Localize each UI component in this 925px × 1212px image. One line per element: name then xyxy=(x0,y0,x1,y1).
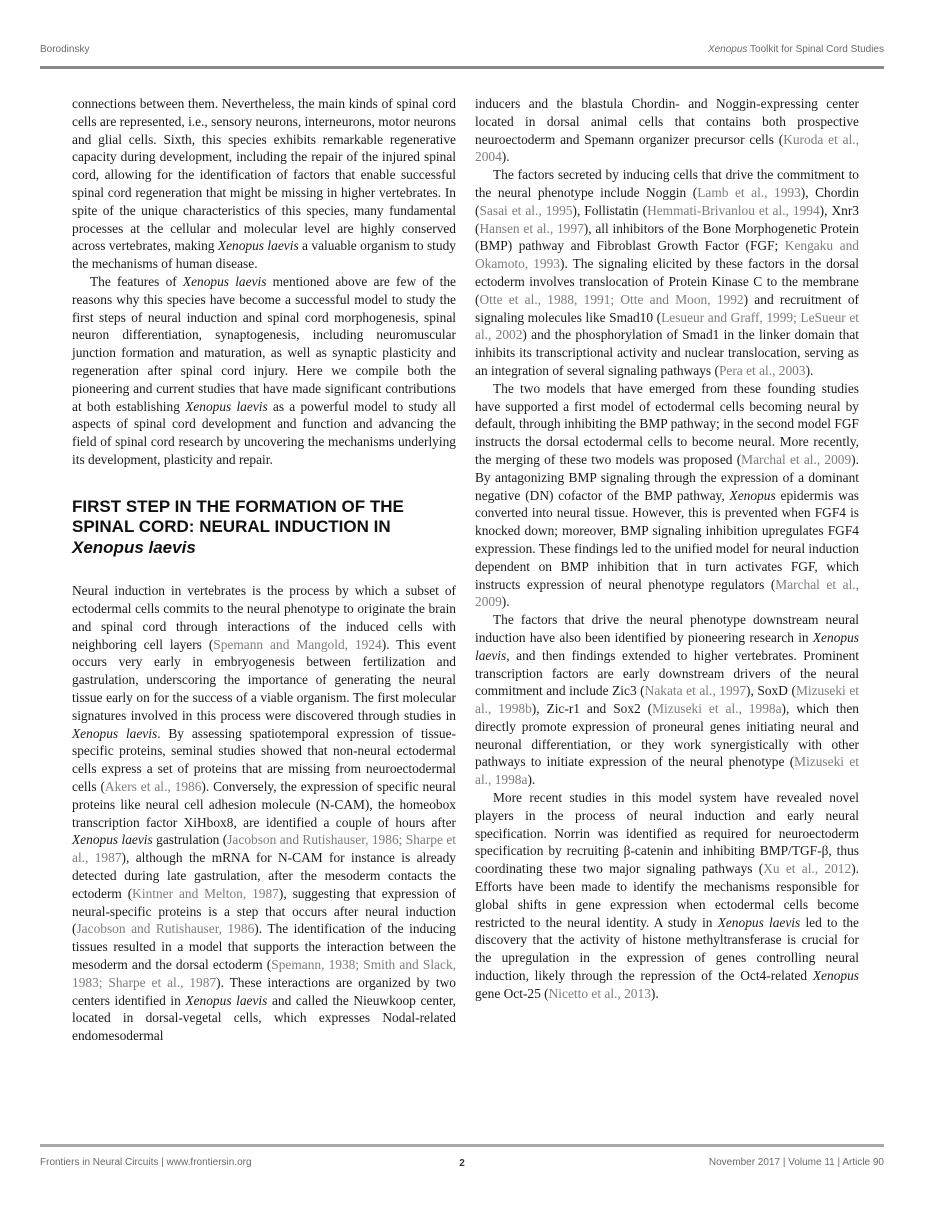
body-text: ). The identification of the inducing tissues resulted in a model that supports the interaction between the mesoderm and the dorsal ectoderm ( xyxy=(72,921,456,972)
body-text: connections between them. Nevertheless, the main kinds of spinal cord cells are represented, i.e., sensory neurons, interneurons, motor neurons and glial cells. Sixth, this species exhibits remarkable regenerative capacity during development, including the repair of the injured spinal cord, allowing for the identification of factors that enable successful spinal cord regeneration that might be missing in higher vertebrates. In spite of the unique characteristics of this species, many fundamental processes at the cellular and molecular level are highly conserved across vertebrates, making xyxy=(72,96,456,254)
paragraph xyxy=(72,95,456,273)
body-text: ). xyxy=(501,149,510,165)
body-text: ). This event occurs very early in embryogenesis between fertilization and gastrulation, underscoring the importance of generating the neural tissue early on for the success of a viable organism. The first molecular signatures involved in this process were discovered through studies in xyxy=(72,636,456,723)
page-footer xyxy=(40,1144,884,1168)
body-text: Neural induction in vertebrates is the process by which a subset of ectodermal cells commits to the neural phenotype to originate the brain and spinal cord through interactions of the induced cells with neighboring cell layers ( xyxy=(72,583,456,652)
paragraph xyxy=(475,95,859,166)
body-text: ) and recruitment of signaling molecules like Smad10 ( xyxy=(475,291,859,325)
body-text: The factors secreted by inducing cells that drive the commitment to the neural phenotype include Noggin ( xyxy=(475,167,859,200)
citation-link[interactable]: Xu et al., 2012 xyxy=(763,861,852,877)
italic-term: Xenopus laevis xyxy=(717,914,801,930)
body-text: ). xyxy=(805,362,814,378)
body-text: inducers and the blastula Chordin- and Noggin-expressing center located in dorsal animal cells that contains both prospective neuroectoderm and Spemann organizer precursor cells ( xyxy=(475,96,859,147)
body-text: ), SoxD ( xyxy=(746,683,796,699)
body-text: , and then findings extended to higher vertebrates. Prominent transcription factors are early downstream drivers of the neural commitment and include Zic3 ( xyxy=(475,647,859,699)
left-column xyxy=(72,95,456,1045)
body-text: The factors that drive the neural phenotype downstream neural induction have also been identified by pioneering research in xyxy=(475,612,859,645)
body-text: and called the Nieuwkoop center, located in dorsal-vegetal cells, which expresses Nodal-related endomesodermal xyxy=(72,992,456,1044)
citation-link[interactable]: Spemann and Mangold, 1924 xyxy=(213,636,382,652)
body-text: The features of xyxy=(90,273,183,289)
paragraph xyxy=(475,611,859,789)
section-heading: FIRST STEP IN THE FORMATION OF THE SPINAL CORD: NEURAL INDUCTION IN Xenopus laevis xyxy=(72,496,404,557)
body-text: a valuable organism to study the mechanisms of human disease. xyxy=(72,238,456,272)
body-text: ), Xnr3 ( xyxy=(475,202,859,236)
citation-link[interactable]: Sasai et al., 1995 xyxy=(479,202,573,218)
body-text: gene Oct-25 ( xyxy=(475,985,549,1001)
paragraph xyxy=(475,789,859,1003)
body-text: ). The signaling elicited by these factors in the dorsal ectoderm involves translocation of Protein Kinase C to the membrane ( xyxy=(475,256,859,307)
citation-link[interactable]: Nakata et al., 1997 xyxy=(644,683,747,699)
body-text: ). These interactions are organized by two centers identified in xyxy=(72,974,456,1008)
italic-term: Xenopus laevis xyxy=(72,832,153,848)
citation-link[interactable]: Marchal et al., 2009 xyxy=(741,451,852,467)
body-text: gastrulation ( xyxy=(152,832,228,848)
citation-link[interactable]: Hemmati-Brivanlou et al., 1994 xyxy=(647,202,820,218)
italic-term: Xenopus xyxy=(729,487,776,503)
body-text: ) and the phosphorylation of Smad1 in the linker domain that inhibits its transcriptional activity and nuclear translocation, serving as an integration of several signaling pathways ( xyxy=(475,327,859,378)
body-text: More recent studies in this model system have revealed novel players in the process of neural induction and early neural specification. Norrin was identified as required for neuroectoderm specification by recruiting β-catenin and inhibiting BMP/TGF-β, thus coordinating these two major signaling pathways ( xyxy=(475,790,859,877)
citation-link[interactable]: Marchal et al., 2009 xyxy=(475,576,859,610)
italic-term: Xenopus laevis xyxy=(185,992,268,1008)
body-text: ), although the mRNA for N-CAM for instance is already detected during late gastrulation, after the mesoderm contacts the ectoderm ( xyxy=(72,850,456,901)
citation-link[interactable]: Hansen et al., 1997 xyxy=(479,220,584,236)
body-text: ). xyxy=(501,594,510,610)
body-text: ), which then directly promote expression of proneural genes initiating neural and neuronal differentiation, or they work synergistically with other pathways to initiate expression of the neural phenotype ( xyxy=(475,701,859,770)
header-running-title: Xenopus Toolkit for Spinal Cord Studies xyxy=(707,44,884,55)
citation-link[interactable]: Kengaku and Okamoto, 1993 xyxy=(475,238,859,272)
running-header xyxy=(40,44,884,69)
body-text: The two models that have emerged from these founding studies have supported a first model of ectodermal cells becoming neural by default, through inhibiting the BMP pathway; in the second model FGF instructs the dorsal ectodermal cells to become neural. More recently, the merging of these two models was proposed ( xyxy=(475,380,859,467)
right-column xyxy=(475,95,859,1003)
body-text: as a powerful model to study all aspects of spinal cord development and function and advancing the field of spinal cord research by uncovering the mechanisms underlying its development, plasticity and repair. xyxy=(72,398,456,467)
body-text: led to the discovery that the activity of histone methyltransferase is crucial for the upregulation in the expression of genes controlling neural induction, likely through the repression of the Oct4-related xyxy=(475,914,859,984)
citation-link[interactable]: Akers et al., 1986 xyxy=(104,779,202,794)
citation-link[interactable]: Spemann, 1938; Smith and Slack, 1983; Sharpe et al., 1987 xyxy=(72,956,456,990)
citation-link[interactable]: Nicetto et al., 2013 xyxy=(548,985,651,1001)
body-text: . By assessing spatiotemporal expression of tissue-specific proteins, seminal studies showed that non-neural ectodermal cells express a set of proteins that are missing from neuroectodermal cells ( xyxy=(72,725,456,794)
body-text: ). xyxy=(527,772,536,788)
italic-term: Xenopus laevis xyxy=(185,398,268,414)
paragraph xyxy=(475,166,859,380)
paragraph xyxy=(72,273,456,469)
citation-link[interactable]: Mizuseki et al., 1998a xyxy=(652,701,782,717)
italic-term: Xenopus laevis xyxy=(72,725,158,741)
citation-link[interactable]: Jacobson and Rutishauser, 1986; Sharpe et al., 1987 xyxy=(72,832,456,866)
page-number: 2 xyxy=(459,1158,465,1169)
body-text: mentioned above are few of the reasons why this species have become a successful model to study the first steps of neural induction and spinal cord morphogenesis, spinal neuron differentiation, synaptogenesis, including neuromuscular junction formation and maturation, as well as synaptic plasticity and regeneration after spinal cord injury. Here we compile both the pioneering and current studies that have made significant contributions at both establishing xyxy=(72,273,456,414)
body-text: ). xyxy=(650,985,659,1001)
paragraph xyxy=(475,380,859,611)
footer-issue: November 2017 | Volume 11 | Article 90 xyxy=(708,1157,884,1168)
italic-term: Xenopus laevis xyxy=(217,238,299,254)
body-text: ), Chordin ( xyxy=(475,184,859,218)
body-text: ), Follistatin ( xyxy=(572,202,648,218)
citation-link[interactable]: Pera et al., 2003 xyxy=(718,362,806,378)
citation-link[interactable]: Jacobson and Rutishauser, 1986 xyxy=(76,921,255,937)
paragraph xyxy=(72,582,456,1045)
citation-link[interactable]: Kuroda et al., 2004 xyxy=(475,131,859,165)
footer-journal[interactable]: Frontiers in Neural Circuits | www.frontiersin.org xyxy=(40,1157,252,1168)
body-text: ). Conversely, the expression of specific neural proteins like neural cell adhesion molecule (N-CAM), the homeobox transcription factor XiHbox8, are identified a couple of hours after xyxy=(72,779,456,830)
body-text: epidermis was converted into neural tissue. However, this is prevented when FGF4 is knocked down; moreover, BMP signaling inhibition upregulates FGF4 expression. These findings led to the unified model for neural induction dependent on BMP inhibition that in turn activates FGF, which instructs expression of neural phenotype regulators ( xyxy=(475,487,859,592)
body-text: ). Efforts have been made to identify the mechanisms responsible for global shifts in gene expression when ectodermal cells become restricted to the neural identity. A study in xyxy=(475,861,859,930)
citation-link[interactable]: Mizuseki et al., 1998a xyxy=(475,754,859,788)
italic-term: Xenopus laevis xyxy=(182,273,267,289)
citation-link[interactable]: Otte et al., 1988, 1991; Otte and Moon, 1992 xyxy=(479,291,744,307)
body-text: ), suggesting that expression of neural-specific proteins is a step that occurs after neural induction ( xyxy=(72,885,457,937)
body-text: ), Zic-r1 and Sox2 ( xyxy=(531,701,653,717)
italic-term: Xenopus xyxy=(812,968,859,984)
citation-link[interactable]: Mizuseki et al., 1998b xyxy=(475,683,859,717)
italic-term: Xenopus laevis xyxy=(475,629,859,663)
citation-link[interactable]: Kintner and Melton, 1987 xyxy=(132,885,279,901)
citation-link[interactable]: Lesueur and Graff, 1999; LeSueur et al., 2002 xyxy=(475,309,859,343)
header-author: Borodinsky xyxy=(40,44,90,55)
citation-link[interactable]: Lamb et al., 1993 xyxy=(697,184,801,200)
body-text: ). By antagonizing BMP signaling through the expression of a dominant negative (DN) cofactor of the BMP pathway, xyxy=(475,451,859,503)
body-text: ), all inhibitors of the Bone Morphogenetic Protein (BMP) pathway and Fibroblast Growth Factor (FGF; xyxy=(475,220,859,254)
